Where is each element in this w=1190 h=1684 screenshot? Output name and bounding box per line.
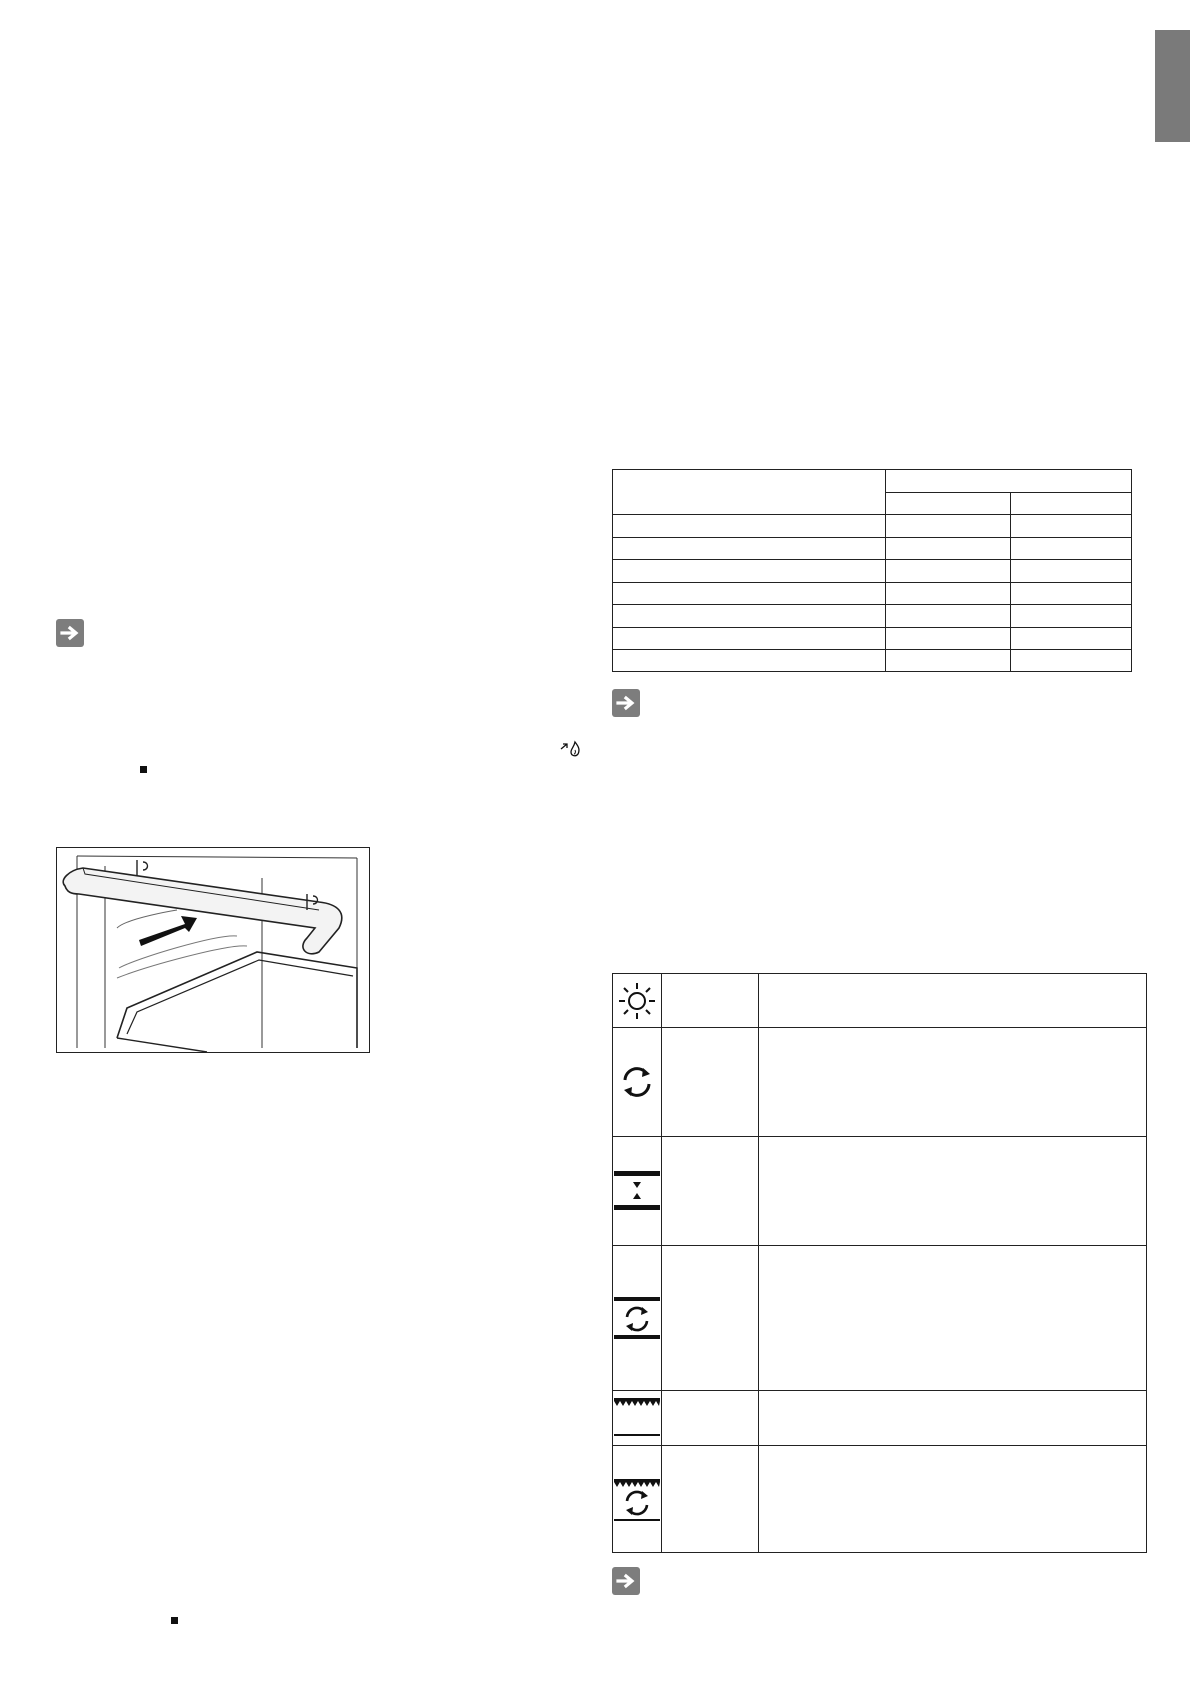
square-bullet-icon — [171, 1617, 178, 1624]
quantity-table — [612, 469, 1132, 672]
oven-light-icon — [613, 974, 661, 1027]
function-description — [758, 1137, 1146, 1245]
grill-icon — [613, 1391, 661, 1445]
function-row — [613, 974, 1146, 1027]
function-name — [661, 974, 758, 1027]
function-row — [613, 1245, 1146, 1390]
square-bullet-icon — [140, 766, 147, 773]
oven-functions-table — [612, 973, 1147, 1553]
function-description — [758, 1246, 1146, 1390]
oven-shelf-illustration — [56, 847, 370, 1053]
function-name — [661, 1246, 758, 1390]
function-description — [758, 1028, 1146, 1136]
note-arrow-icon — [612, 689, 640, 717]
function-row — [613, 1136, 1146, 1245]
function-description — [758, 1391, 1146, 1445]
language-tab — [1155, 30, 1190, 142]
function-name — [661, 1028, 758, 1136]
function-row — [613, 1390, 1146, 1445]
gas-flame-ignition-icon — [560, 740, 582, 758]
fan-top-bottom-heat-icon — [613, 1246, 661, 1390]
note-arrow-icon — [56, 619, 84, 647]
function-description — [758, 1446, 1146, 1553]
note-arrow-icon — [612, 1567, 640, 1595]
top-bottom-heat-icon — [613, 1137, 661, 1245]
fan-icon — [613, 1028, 661, 1136]
function-name — [661, 1137, 758, 1245]
function-name — [661, 1446, 758, 1553]
function-row — [613, 1445, 1146, 1553]
function-row — [613, 1027, 1146, 1136]
function-name — [661, 1391, 758, 1445]
fan-grill-icon — [613, 1446, 661, 1553]
function-description — [758, 974, 1146, 1027]
